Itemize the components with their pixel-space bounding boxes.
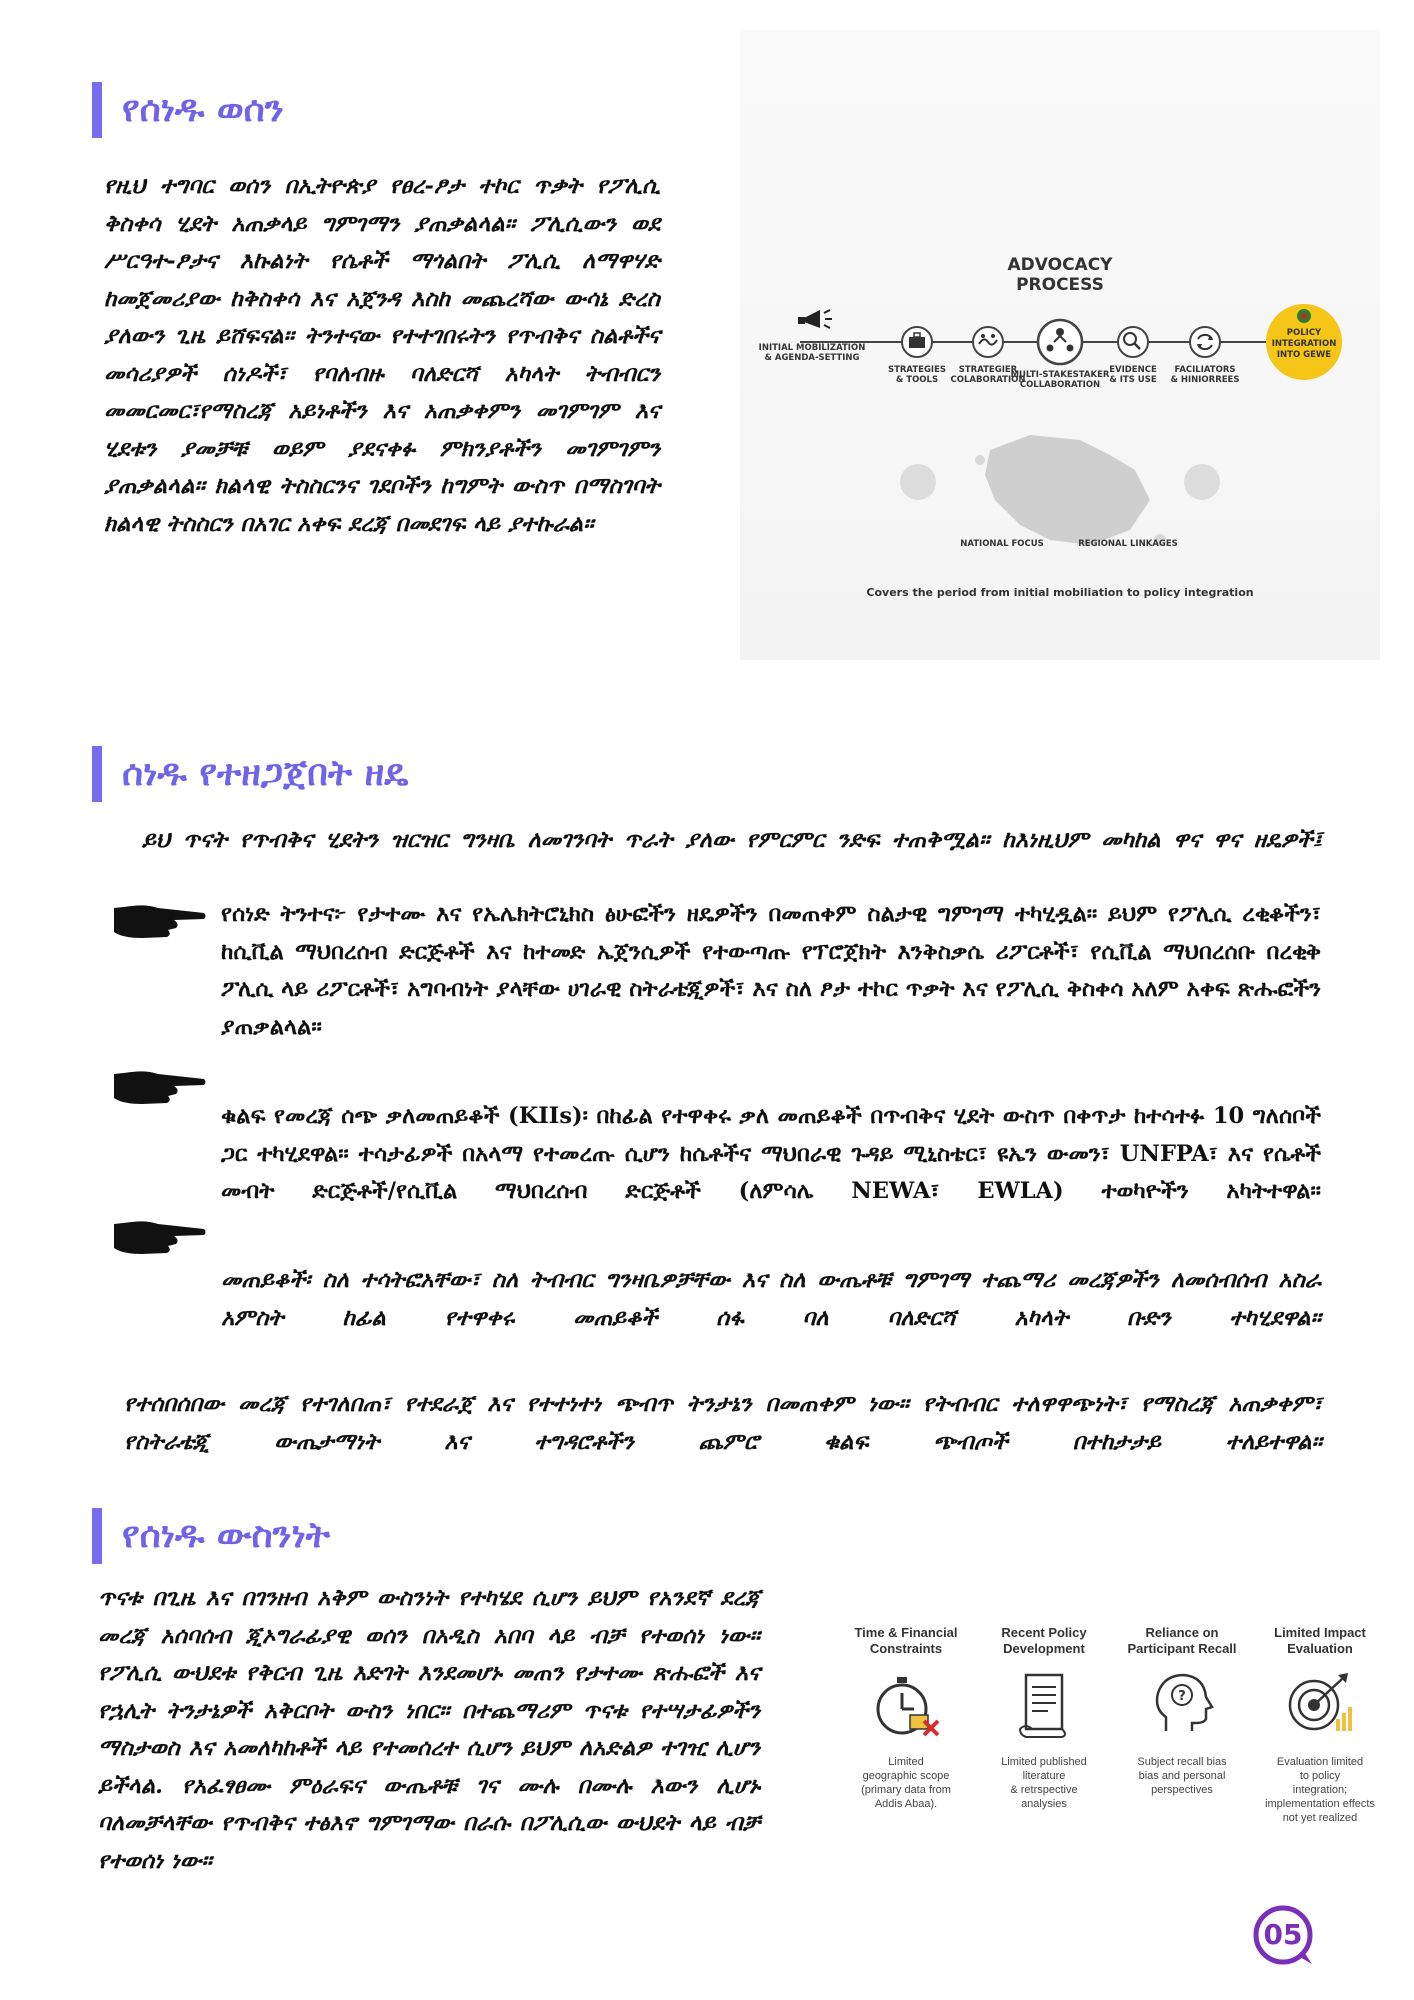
section-heading-methodology xyxy=(92,746,408,802)
section-heading-limitations-text: የሰነዱ ውስንነት xyxy=(122,1515,331,1556)
step3-line1: MULTI-STAKESTAKER xyxy=(1010,370,1110,380)
method-bullet-kii: ቁልፍ የመረጃ ሰጭ ቃለመጠይቆች (KIIs)፡ በከፊል የተዋቀሩ ቃለ መጠይቆች በጥብቅና ሂደት ውስጥ በቀጥታ ከተሳተፉ 10 ግለሰቦች ጋር ተካሂደዋል። ተሳታፊዎች በአላማ የተመረጡ ሲሆን ከሴቶችና ማህበራዊ ጉዳይ ሚኒስቴር፣ ዩኤን ውመን፣ UNFPA፣ እና የሴቶች መብት ድርጅቶች/የሲቪል ማህበረሰብ ድርጅቶች (ለምሳሌ NEWA፣ EWLA) ተወካዮችን አካትተዋል። xyxy=(221,1103,1321,1204)
step1-line2: & TOOLS xyxy=(895,375,939,385)
end-label-line3: INTO GEWE xyxy=(1276,350,1332,360)
megaphone-icon xyxy=(798,310,832,328)
advocacy-process-figure xyxy=(740,30,1380,660)
step1-line1: STRATEGIES xyxy=(887,365,947,375)
ethiopia-map-icon xyxy=(900,435,1220,546)
svg-text:?: ? xyxy=(1178,1689,1186,1704)
step4-line2: & ITS USE xyxy=(1109,375,1157,385)
step3-line2: COLLABORATION xyxy=(1019,380,1101,390)
page-number: 05 xyxy=(1263,1918,1303,1951)
step5-line1: FACILIATORS xyxy=(1174,365,1236,375)
national-focus-label: NATIONAL FOCUS xyxy=(960,539,1044,549)
pointing-hand-icon xyxy=(112,1216,207,1258)
start-label-line2: & AGENDA-SETTING xyxy=(764,353,860,363)
advocacy-caption: Covers the period from initial mobiliation to policy integration xyxy=(866,586,1254,599)
advocacy-title-line1: ADVOCACY xyxy=(1007,255,1113,275)
method-bullet-questionnaires: መጠይቆች፡ ስለ ተሳትፎአቸው፣ ስለ ትብብር ግንዛቤዎቻቸው እና ስለ ውጤቶቹ ግምገማ ተጨማሪ መረጃዎችን ለመሰብሰብ አስራ አምስት ከፊል የተዋቀሩ መጠይቆች ሰፋ ባለ ባለድርሻ አካላት ቡድን ተካሂደዋል። xyxy=(221,1267,1321,1331)
section-heading-scope-text: የሰነዱ ወሰን xyxy=(122,89,284,130)
limitation-impact-evaluation: Limited Impact Evaluation Evaluation limited to policy integration; implementation effects not yet realized xyxy=(1265,1625,1375,1824)
advocacy-title-line2: PROCESS xyxy=(1016,275,1104,295)
stopwatch-icon xyxy=(866,1665,946,1745)
step2-line2: COLABORATION xyxy=(950,375,1026,385)
regional-linkages-label: REGIONAL LINKAGES xyxy=(1078,539,1178,549)
step2-line1: STRATEGIER xyxy=(958,365,1018,375)
section-heading-methodology-text: ሰነዱ የተዘጋጀበት ዘዴ xyxy=(122,753,409,794)
section-heading-scope xyxy=(92,82,284,138)
method-bullet-document-analysis: የሰነድ ትንተና፦ የታተሙ እና የኤሌክትሮኒክስ ፅሁፎችን ዘዴዎችን በመጠቀም ስልታዊ ግምገማ ተካሂዷል። ይህም የፖሊሲ ረቂቆችን፣ ከሲቪል ማህበረሰብ ድርጅቶች እና ከተመድ ኤጀንሲዎች የተውጣጡ የፕሮጀክት እንቅስቃሴ ሪፖርቶች፣ የሲቪል ማህበረሰቡ በረቂቅ ፖሊሲ ላይ ሪፖርቶች፣ አግባብነት ያላቸው ሀገራዊ ስትራቴጂዎች፣ እና ስለ ፆታ ተኮር ጥቃት እና የፖሊሲ ቅስቀሳ አለም አቀፍ ጽሑፎችን ያጠቃልላል። xyxy=(221,901,1321,1040)
pointing-hand-icon xyxy=(112,1066,207,1108)
section-heading-limitations xyxy=(92,1508,330,1564)
methodology-closing: የተሰበሰበው መረጃ የተገለበጠ፣ የተደራጀ እና የተተነተነ ጭብጥ ትንታኔን በመጠቀም ነው። የትብብር ተለዋዋጭነት፣ የማስረጃ አጠቃቀም፣ የስትራቴጂ ውጤታማነት እና ተግዳሮቶችን ጨምሮ ቁልፍ ጭብጦች በተከታታይ ተለይተዋል። xyxy=(124,1391,1322,1455)
pointing-hand-icon xyxy=(112,900,207,942)
advocacy-process-diagram xyxy=(740,30,1380,660)
scope-paragraph: የዚህ ተግባር ወሰን በኢትዮጵያ የፀረ-ፆታ ተኮር ጥቃት የፖሊሲ ቅስቀሳ ሂደት አጠቃላይ ግምገማን ያጠቃልላል። ፖሊሲውን ወደ ሥርዓተ-ፆታና እኩልነት የሴቶች ማጎልበት ፖሊሲ ለማዋሃድ ከመጀመሪያው ከቅስቀሳ እና አጀንዳ እስከ መጨረሻው ውሳኔ ድረስ ያለውን ጊዜ ይሸፍናል። ትንተናው የተተገበሩትን የጥብቅና ስልቶችና መሳሪያዎች ሰነዶች፣ የባለብዙ ባለድርሻ አካላት ትብብርን መመርመር፣የማስረጃ አይነቶችን እና አጠቃቀምን መገምገም እና ሂደቱን ያመቻቹ ወይም ያደናቀፉ ምክንያቶችን መገምገምን ያጠቃልላል። ክልላዊ ትስስርንና ገደቦችን ከግምት ውስጥ በማስገባት ክልላዊ ትስስርን በአገር አቀፍ ደረጃ በመደገፍ ላይ ያተኩራል። xyxy=(104,173,660,537)
limitation-time-financial: Time & Financial Constraints Limited geographic scope (primary data from Addis Abaa). xyxy=(854,1625,958,1810)
emblem-icon xyxy=(1297,309,1311,323)
methodology-intro: ይህ ጥናት የጥብቅና ሂደትን ዝርዝር ግንዛቤ ለመገንባት ጥራት ያለው የምርምር ንድፍ ተጠቅሟል። ከእነዚህም መካከል ዋና ዋና ዘዴዎች፤ xyxy=(142,827,1322,853)
document-icon xyxy=(1004,1665,1084,1745)
page-number-badge xyxy=(1252,1904,1314,1966)
step4-line1: EVIDENCE xyxy=(1109,365,1157,375)
end-label-line2: INTEGRATION xyxy=(1271,339,1337,349)
step5-line2: & HINIORREES xyxy=(1170,375,1240,385)
head-question-icon xyxy=(1142,1665,1222,1745)
limitation-participant-recall: Reliance on Participant Recall ? Subject recall bias bias and personal perspectives xyxy=(1127,1625,1237,1796)
end-label-line1: POLICY xyxy=(1286,328,1322,338)
limitations-figure xyxy=(840,1625,1385,1840)
target-icon xyxy=(1280,1665,1360,1745)
start-label-line1: INITIAL MOBILIZATION xyxy=(758,343,866,353)
limitations-paragraph: ጥናቱ በጊዜ እና በገንዘብ አቅም ውስንነት የተካሄደ ሲሆን ይህም የአንደኛ ደረጃ መረጃ አሰባሰብ ጂኦግራፊያዊ ወሰን በአዲስ አበባ ላይ ብቻ የተወሰነ ነው። የፖሊሲ ውህደቱ የቅርብ ጊዜ እድገት እንደመሆኑ መጠን የታተሙ ጽሑፎች እና የኋሊት ትንታኔዎች አቅርቦት ውስን ነበር። በተጨማሪም ጥናቱ የተሣታፊዎችን ማስታወስ እና አመለካከቶች ላይ የተመሰረተ ሲሆን ይህም ለአድልዎ ተገዢ ሊሆን ይችላል. የአፈፃፀሙ ምዕራፍና ውጤቶቹ ገና ሙሉ በሙሉ እውን ሊሆኑ ባለመቻላቸው የጥብቅና ተፅእኖ ግምገማው በራሱ በፖሊሲው ውህደት ላይ ብቻ የተወሰነ ነው። xyxy=(98,1585,760,1874)
limitation-recent-policy: Recent Policy Development Limited published literature & retrspective analysies xyxy=(1001,1625,1087,1810)
